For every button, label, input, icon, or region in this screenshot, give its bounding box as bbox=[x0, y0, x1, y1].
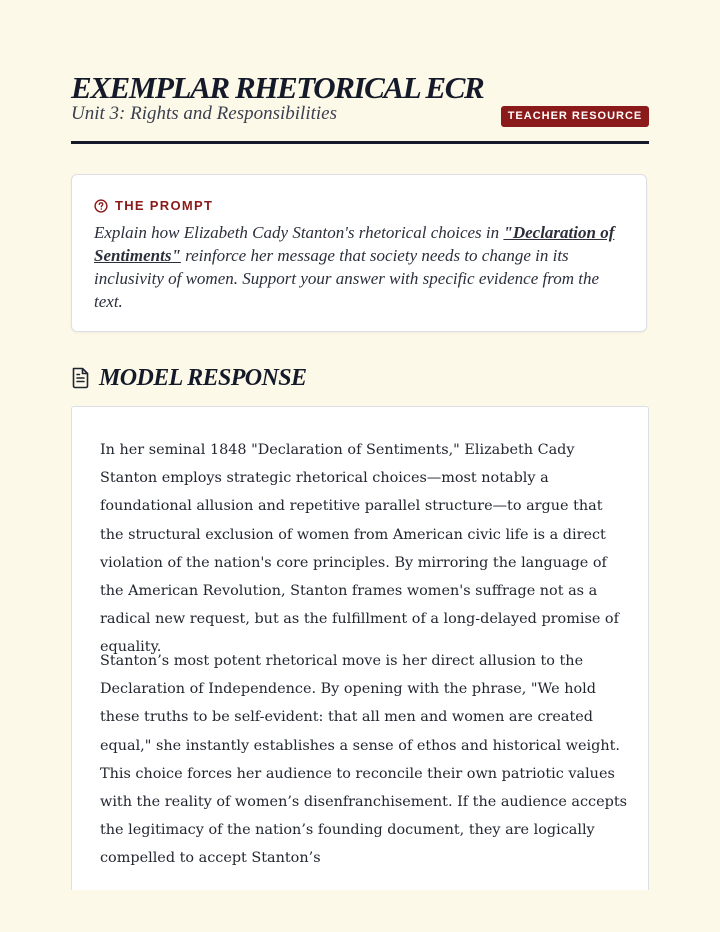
model-response-card bbox=[71, 406, 649, 890]
prompt-label: THE PROMPT bbox=[115, 197, 214, 213]
prompt-label-row bbox=[94, 197, 213, 213]
response-paragraph: In her seminal 1848 "Declaration of Sentiments," Elizabeth Cady Stanton employs strategic rhetorical choices—most notably a foundational allusion and repetitive parallel structure—to argue that the structural exclusion of women from American civic life is a direct violation of the nation's core principles. By mirroring the language of the American Revolution, Stanton frames women's suffrage not as a radical new request, but as the fulfillment of a long-delayed promise of equality. bbox=[100, 442, 619, 656]
response-paragraph: Stanton’s most potent rhetorical move is her direct allusion to the Declaration of Independence. By opening with the phrase, "We hold these truths to be self-evident: that all men and women are created equal," she instantly establishes a sense of ethos and historical weight. This choice forces her audience to reconcile their own patriotic values with the reality of women’s disenfranchisement. If the audience accepts the legitimacy of the nation’s founding document, they are logically compelled to accept Stanton’s bbox=[100, 653, 628, 867]
source-citation: "Declaration of Sentiments" bbox=[94, 223, 615, 265]
help-circle-icon bbox=[94, 198, 108, 212]
model-response-heading: MODEL RESPONSE bbox=[99, 364, 307, 391]
page-subtitle: Unit 3: Rights and Responsibilities bbox=[71, 103, 337, 124]
prompt-text bbox=[94, 221, 619, 313]
model-response-heading-row bbox=[71, 362, 306, 394]
teacher-resource-badge: TEACHER RESOURCE bbox=[501, 106, 649, 127]
page-title: EXEMPLAR RHETORICAL ECR bbox=[71, 70, 484, 105]
header-divider bbox=[71, 141, 649, 144]
prompt-card bbox=[71, 174, 647, 332]
document-icon bbox=[71, 367, 90, 389]
prompt-text-after: reinforce her message that society needs to change in its inclusivity of women. Support your answer with specific evidence from the text. bbox=[94, 246, 600, 311]
prompt-text-before: Explain how Elizabeth Cady Stanton's rhetorical choices in bbox=[94, 223, 504, 242]
